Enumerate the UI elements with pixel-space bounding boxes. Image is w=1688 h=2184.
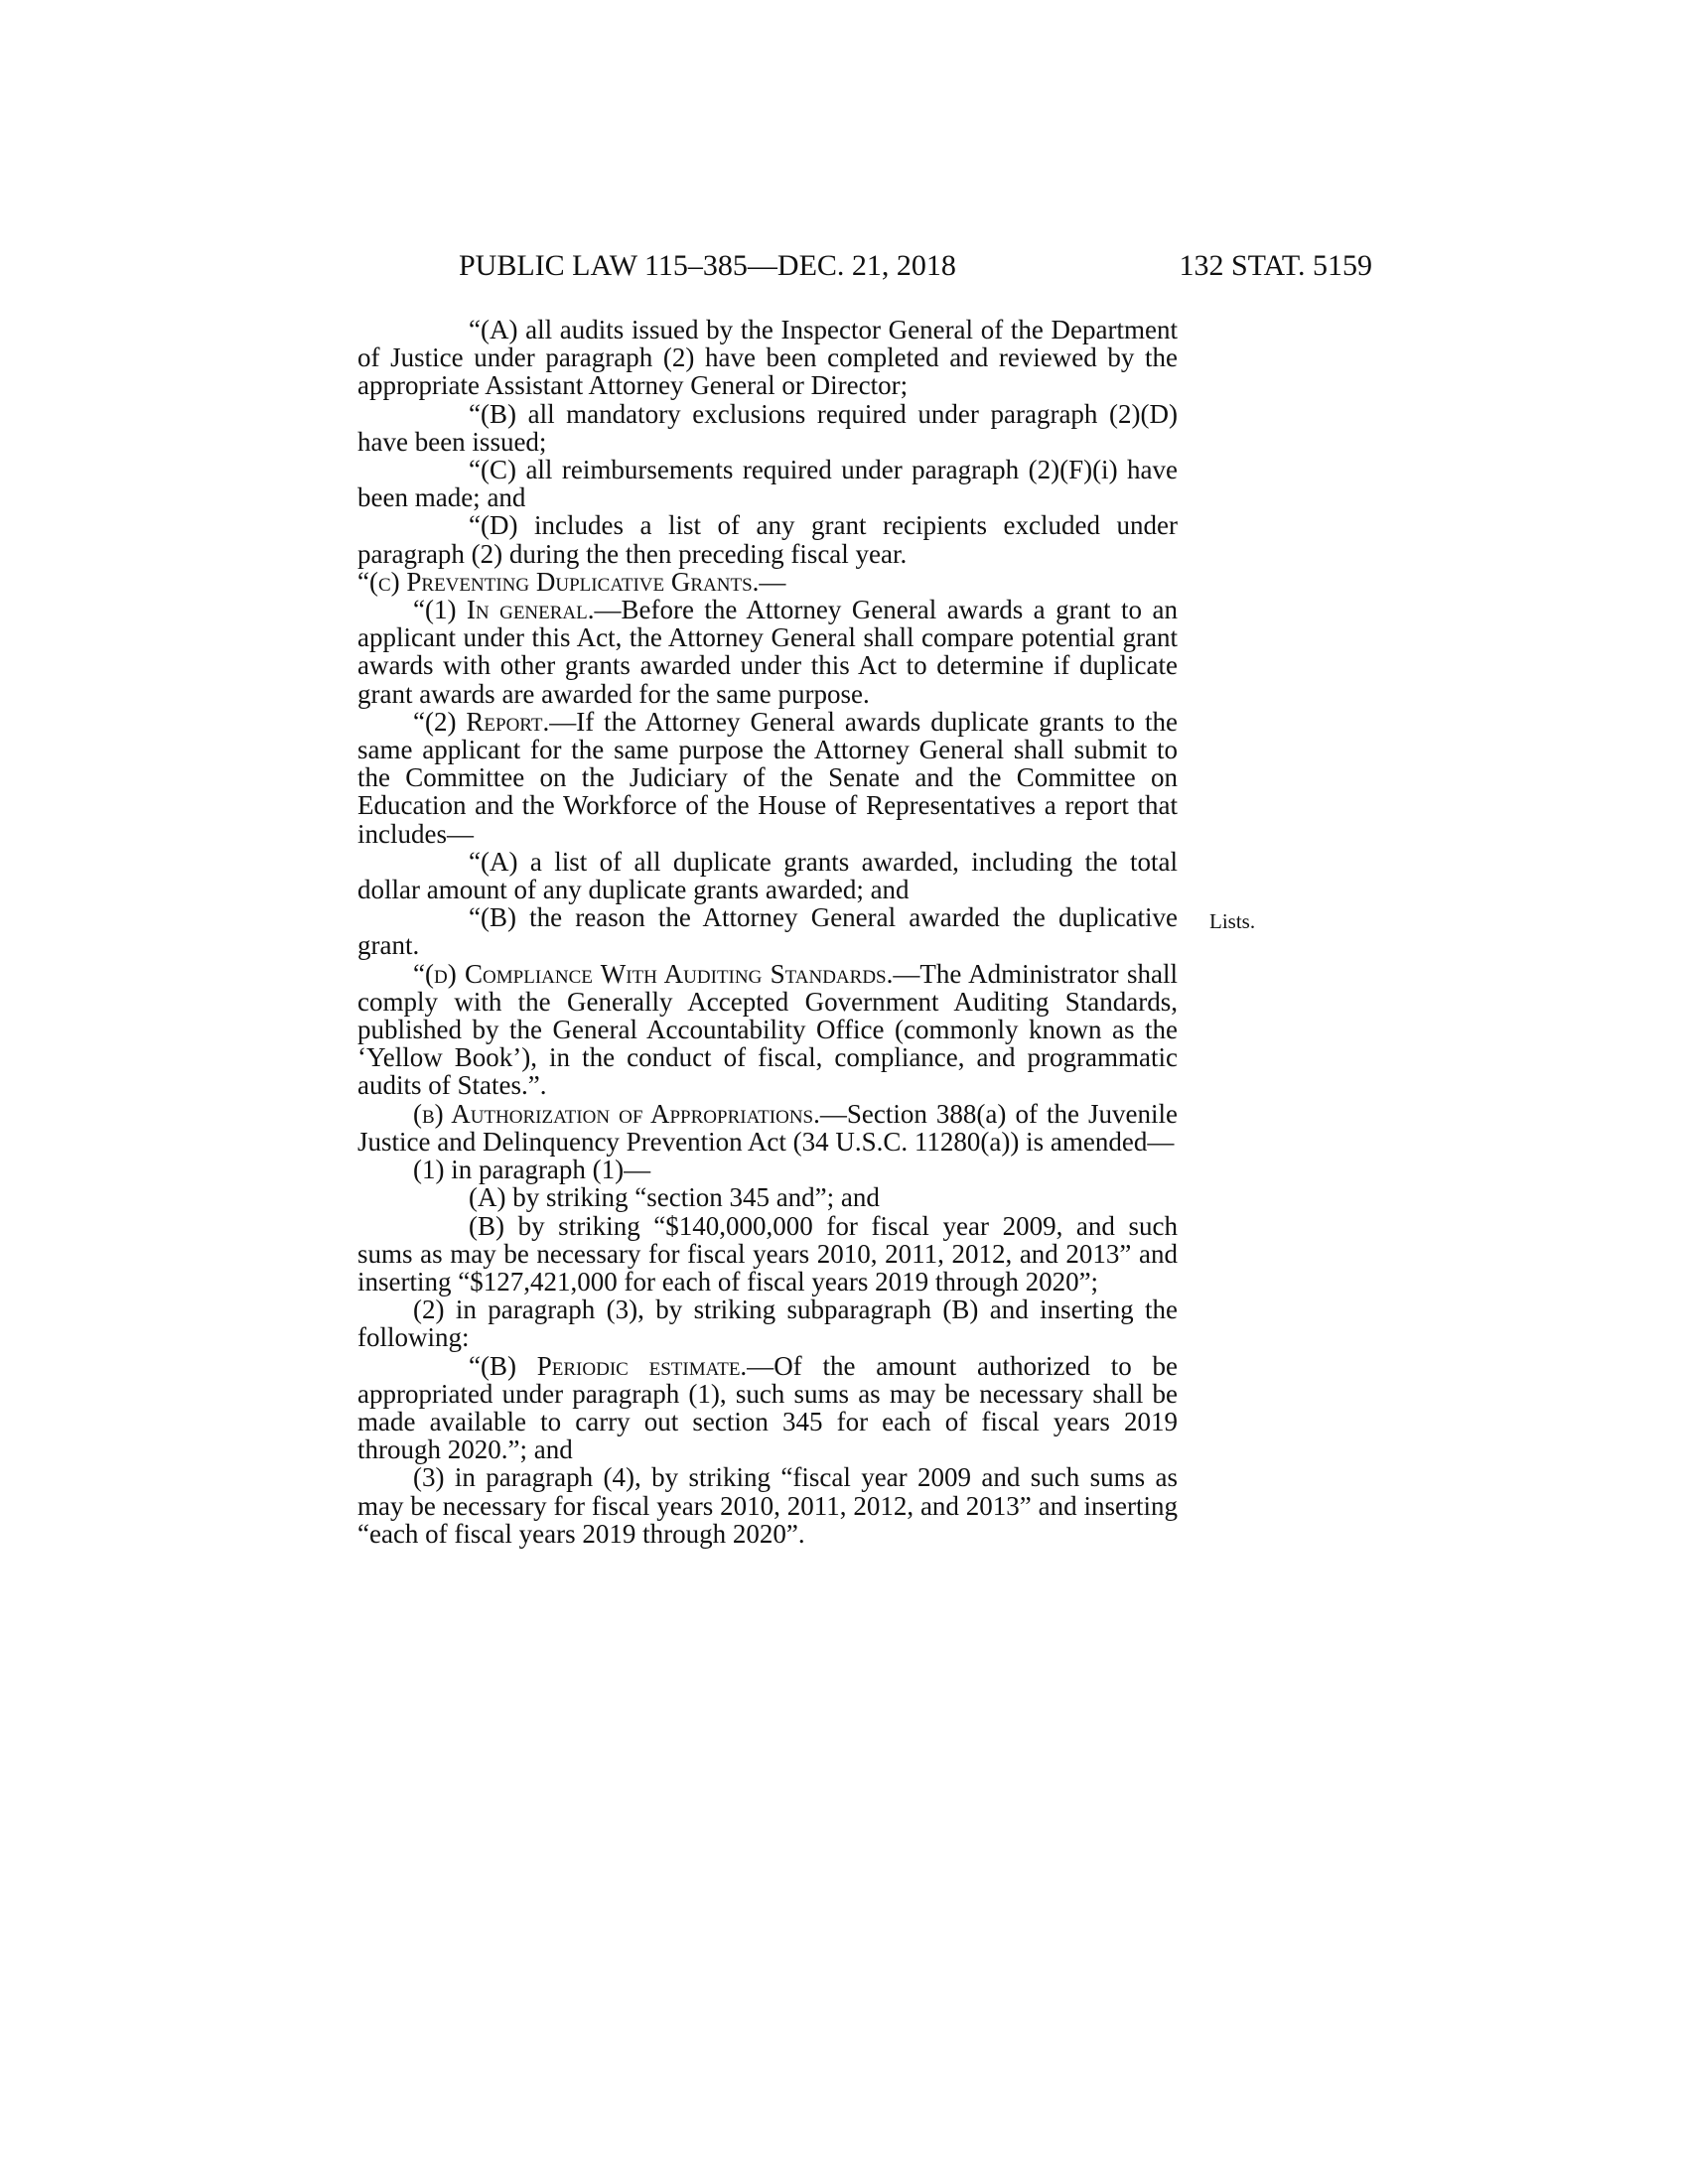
margin-note-lists: Lists. xyxy=(1209,909,1256,933)
statute-page-number: 132 STAT. 5159 xyxy=(1179,249,1372,282)
periodic-estimate: “(B) Periodic estimate.—Of the amount authorized to be appropriated under paragraph (1), such sums as may be necessary shall be made available to carry out section 345 for each of fiscal years 2019 through 2020.”; and xyxy=(357,1350,1178,1465)
law-citation-header: PUBLIC LAW 115–385—DEC. 21, 2018 xyxy=(459,249,956,282)
paragraph-c-c-reimbursements: “(C) all reimbursements required under paragraph (2)(F)(i) have been made; and xyxy=(357,455,1178,513)
section-heading: “(c) Preventing Duplicative Grants.— xyxy=(357,566,786,597)
section-heading: “(d) Compliance With Auditing Standards.— xyxy=(413,958,920,989)
paragraph-2-a-duplicate-list: “(A) a list of all duplicate grants awarded, including the total dollar amount of any duplicate grants awarded; and xyxy=(357,846,1178,905)
subsection-c-heading xyxy=(357,568,1178,596)
paragraph-2-report: “(2) Report.—If the Attorney General awards duplicate grants to the same applicant for the same purpose the Attorney General shall submit to the Committee on the Judiciary of the Senate and the Committee on Education and the Workforce of the House of Representatives a report that includes— xyxy=(357,706,1178,849)
paragraph-1-in-general: “(1) In general.—Before the Attorney General awards a grant to an applicant under this Act, the Attorney General shall compare potential grant awards with other grants awarded under this Act to determine if duplicate grant awards are awarded for the same purpose. xyxy=(357,595,1178,709)
amendment-1-b: (B) by striking “$140,000,000 for fiscal year 2009, and such sums as may be necessary for fiscal years 2010, 2011, 2012, and 2013” and inserting “$127,421,000 for each of fiscal years 2019 through 2020”; xyxy=(357,1210,1178,1297)
paragraph-c-d-excluded-list: “(D) includes a list of any grant recipients excluded under paragraph (2) during the then preceding fiscal year. xyxy=(357,510,1178,569)
section-heading: “(2) Report.— xyxy=(413,706,577,737)
statute-body xyxy=(357,316,1178,1548)
amendment-paragraph-1: (1) in paragraph (1)— xyxy=(413,1155,651,1185)
amendment-paragraph-3: (3) in paragraph (4), by striking “fiscal year 2009 and such sums as may be necessary for fiscal years 2010, 2011, 2012, and 2013” and inserting “each of fiscal years 2019 through 2020”. xyxy=(357,1462,1178,1549)
amendment-paragraph-2: (2) in paragraph (3), by striking subparagraph (B) and inserting the following: xyxy=(357,1295,1178,1353)
amendment-1-a: (A) by striking “section 345 and”; and xyxy=(469,1182,880,1213)
subsection-b-appropriations: (b) Authorization of Appropriations.—Section 388(a) of the Juvenile Justice and Delinquency Prevention Act (34 U.S.C. 11280(a)) is amended— xyxy=(357,1098,1178,1157)
section-heading: “(1) In general.— xyxy=(413,595,622,625)
subsection-d-auditing-standards: “(d) Compliance With Auditing Standards.—The Administrator shall comply with the Generally Accepted Government Auditing Standards, published by the General Accountability Office (commonly known as the ‘Yellow Book’), in the conduct of fiscal, compliance, and programmatic audits of States.”. xyxy=(357,958,1178,1101)
paragraph-c-b-exclusions: “(B) all mandatory exclusions required under paragraph (2)(D) have been issued; xyxy=(357,398,1178,457)
running-head xyxy=(459,246,1372,286)
paragraph-c-a-audits: “(A) all audits issued by the Inspector General of the Department of Justice under paragraph (2) have been completed and reviewed by the appropriate Assistant Attorney General or Director; xyxy=(357,315,1178,401)
section-heading: (b) Authorization of Appropriations.— xyxy=(413,1098,847,1129)
paragraph-2-b-reason: “(B) the reason the Attorney General awarded the duplicative grant. xyxy=(357,902,1178,961)
section-heading: “(B) Periodic estimate.— xyxy=(469,1350,774,1381)
